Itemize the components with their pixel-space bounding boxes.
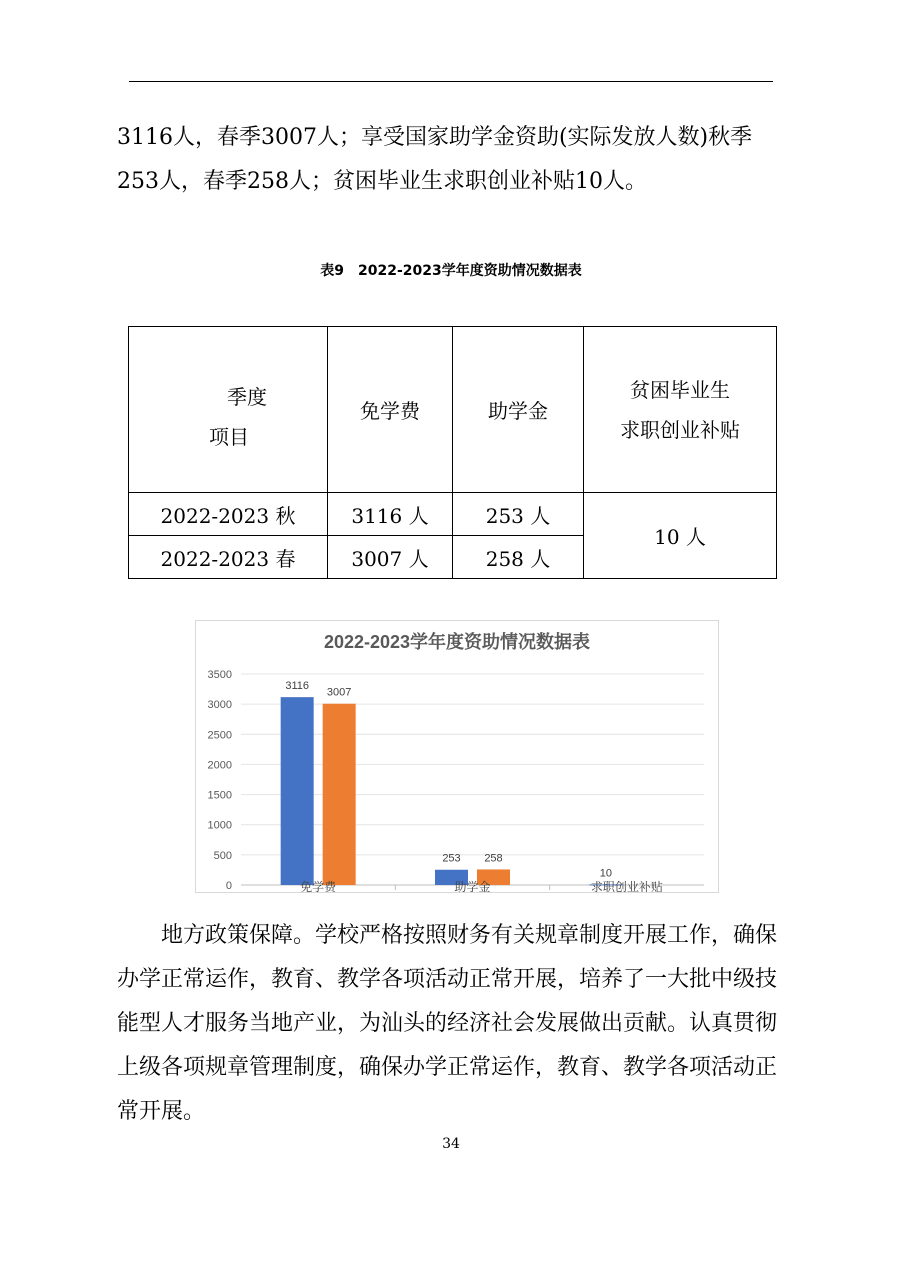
bar bbox=[281, 697, 314, 885]
row-tuition: 3007 人 bbox=[328, 536, 453, 579]
y-tick-label: 1500 bbox=[207, 789, 232, 802]
header-tuition: 免学费 bbox=[328, 327, 453, 493]
y-tick-label: 3000 bbox=[207, 699, 232, 712]
y-tick-label: 500 bbox=[213, 849, 232, 862]
row-grant: 253 人 bbox=[453, 493, 584, 536]
y-tick-label: 2000 bbox=[207, 759, 232, 772]
row-tuition: 3116 人 bbox=[328, 493, 453, 536]
x-tick-label: 助学金 bbox=[454, 880, 491, 892]
y-tick-label: 1000 bbox=[207, 819, 232, 832]
header-rule bbox=[129, 81, 773, 82]
row-term: 2022-2023 秋 bbox=[129, 493, 328, 536]
header-subsidy bbox=[584, 327, 777, 493]
data-label: 258 bbox=[484, 852, 503, 865]
row-term: 2022-2023 春 bbox=[129, 536, 328, 579]
y-tick-label: 2500 bbox=[207, 729, 232, 742]
data-label: 3007 bbox=[326, 686, 352, 699]
chart-canvas bbox=[196, 621, 718, 892]
page-number: 34 bbox=[442, 1136, 460, 1152]
table-caption: 表9 2022-2023学年度资助情况数据表 bbox=[320, 263, 582, 279]
chart-title: 2022-2023学年度资助情况数据表 bbox=[323, 632, 591, 652]
diagonal-header-cell bbox=[129, 327, 328, 493]
data-label: 253 bbox=[442, 852, 461, 865]
table-row bbox=[129, 493, 777, 536]
header-item-label: 项目 bbox=[209, 425, 249, 449]
funding-table bbox=[128, 326, 777, 579]
header-grant: 助学金 bbox=[453, 327, 584, 493]
x-tick-label: 求职创业补贴 bbox=[590, 880, 663, 892]
header-subsidy-line1: 贫困毕业生 bbox=[630, 377, 730, 402]
bar bbox=[323, 704, 356, 885]
table-header-row bbox=[129, 327, 777, 493]
chart-y-axis bbox=[208, 669, 232, 892]
body-paragraph: 地方政策保障。学校严格按照财务有关规章制度开展工作，确保办学正常运作，教育、教学各项活动正常开展，培养了一大批中级技能型人才服务当地产业，为汕头的经济社会发展做出贡献。认真贯彻上级各项规章管理制度，确保办学正常运作，教育、教学各项活动正常开展。 bbox=[117, 923, 778, 1124]
x-tick-label: 免学费 bbox=[300, 880, 337, 892]
row-grant: 258 人 bbox=[453, 536, 584, 579]
data-label: 10 bbox=[599, 867, 612, 880]
data-label: 3116 bbox=[285, 680, 309, 693]
bar-chart bbox=[195, 620, 719, 893]
header-subsidy-line2: 求职创业补贴 bbox=[620, 417, 740, 442]
y-tick-label: 0 bbox=[225, 880, 232, 892]
subsidy-cell: 10 人 bbox=[584, 493, 777, 579]
intro-paragraph: 3116人，春季3007人；享受国家助学金资助(实际发放人数)秋季253人，春季258人；贫困毕业生求职创业补贴10人。 bbox=[117, 125, 753, 194]
header-season-label: 季度 bbox=[227, 385, 267, 409]
y-tick-label: 3500 bbox=[207, 669, 232, 681]
